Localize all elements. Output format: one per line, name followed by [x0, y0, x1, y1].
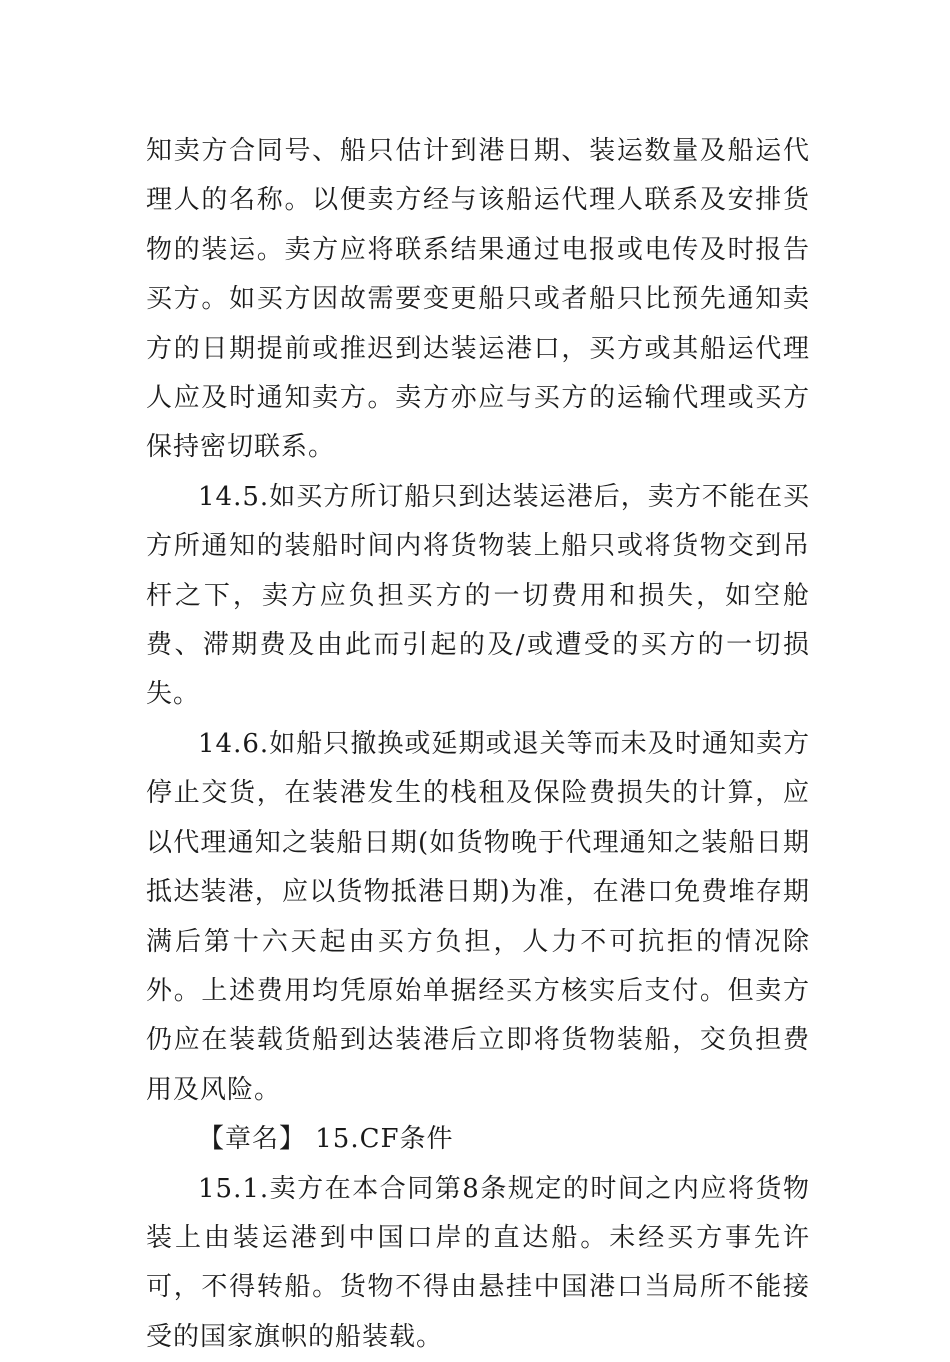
paragraph-14-6: 14.6.如船只撤换或延期或退关等而未及时通知卖方停止交货，在装港发生的栈租及保险费损失的计算，应以代理通知之装船日期(如货物晚于代理通知之装船日期抵达装港，应以货物抵港日期)为准，在港口免费堆存期满后第十六天起由买方负担，人力不可抗拒的情况除外。上述费用均凭原始单据经买方核实后支付。但卖方仍应在装载货船到达装港后立即将货物装船，交负担费用及风险。 [146, 728, 810, 1105]
chapter-heading: 【章名】 15.CF条件 [198, 1124, 454, 1155]
document-body [146, 127, 810, 1362]
paragraph-14-4-continued: 知卖方合同号、船只估计到港日期、装运数量及船运代理人的名称。以便卖方经与该船运代理人联系及安排货物的装运。卖方应将联系结果通过电报或电传及时报告买方。如买方因故需要变更船只或者船只比预先通知卖方的日期提前或推迟到达装运港口，买方或其船运代理人应及时通知卖方。卖方亦应与买方的运输代理或买方保持密切联系。 [146, 136, 810, 463]
paragraph-14-5: 14.5.如买方所订船只到达装运港后，卖方不能在买方所通知的装船时间内将货物装上船只或将货物交到吊杆之下，卖方应负担买方的一切费用和损失，如空舱费、滞期费及由此而引起的及/或遭受的买方的一切损失。 [146, 481, 810, 710]
paragraph-15-1: 15.1.卖方在本合同第8条规定的时间之内应将货物装上由装运港到中国口岸的直达船。未经买方事先许可，不得转船。货物不得由悬挂中国港口当局所不能接受的国家旗帜的船装载。 [146, 1173, 810, 1352]
